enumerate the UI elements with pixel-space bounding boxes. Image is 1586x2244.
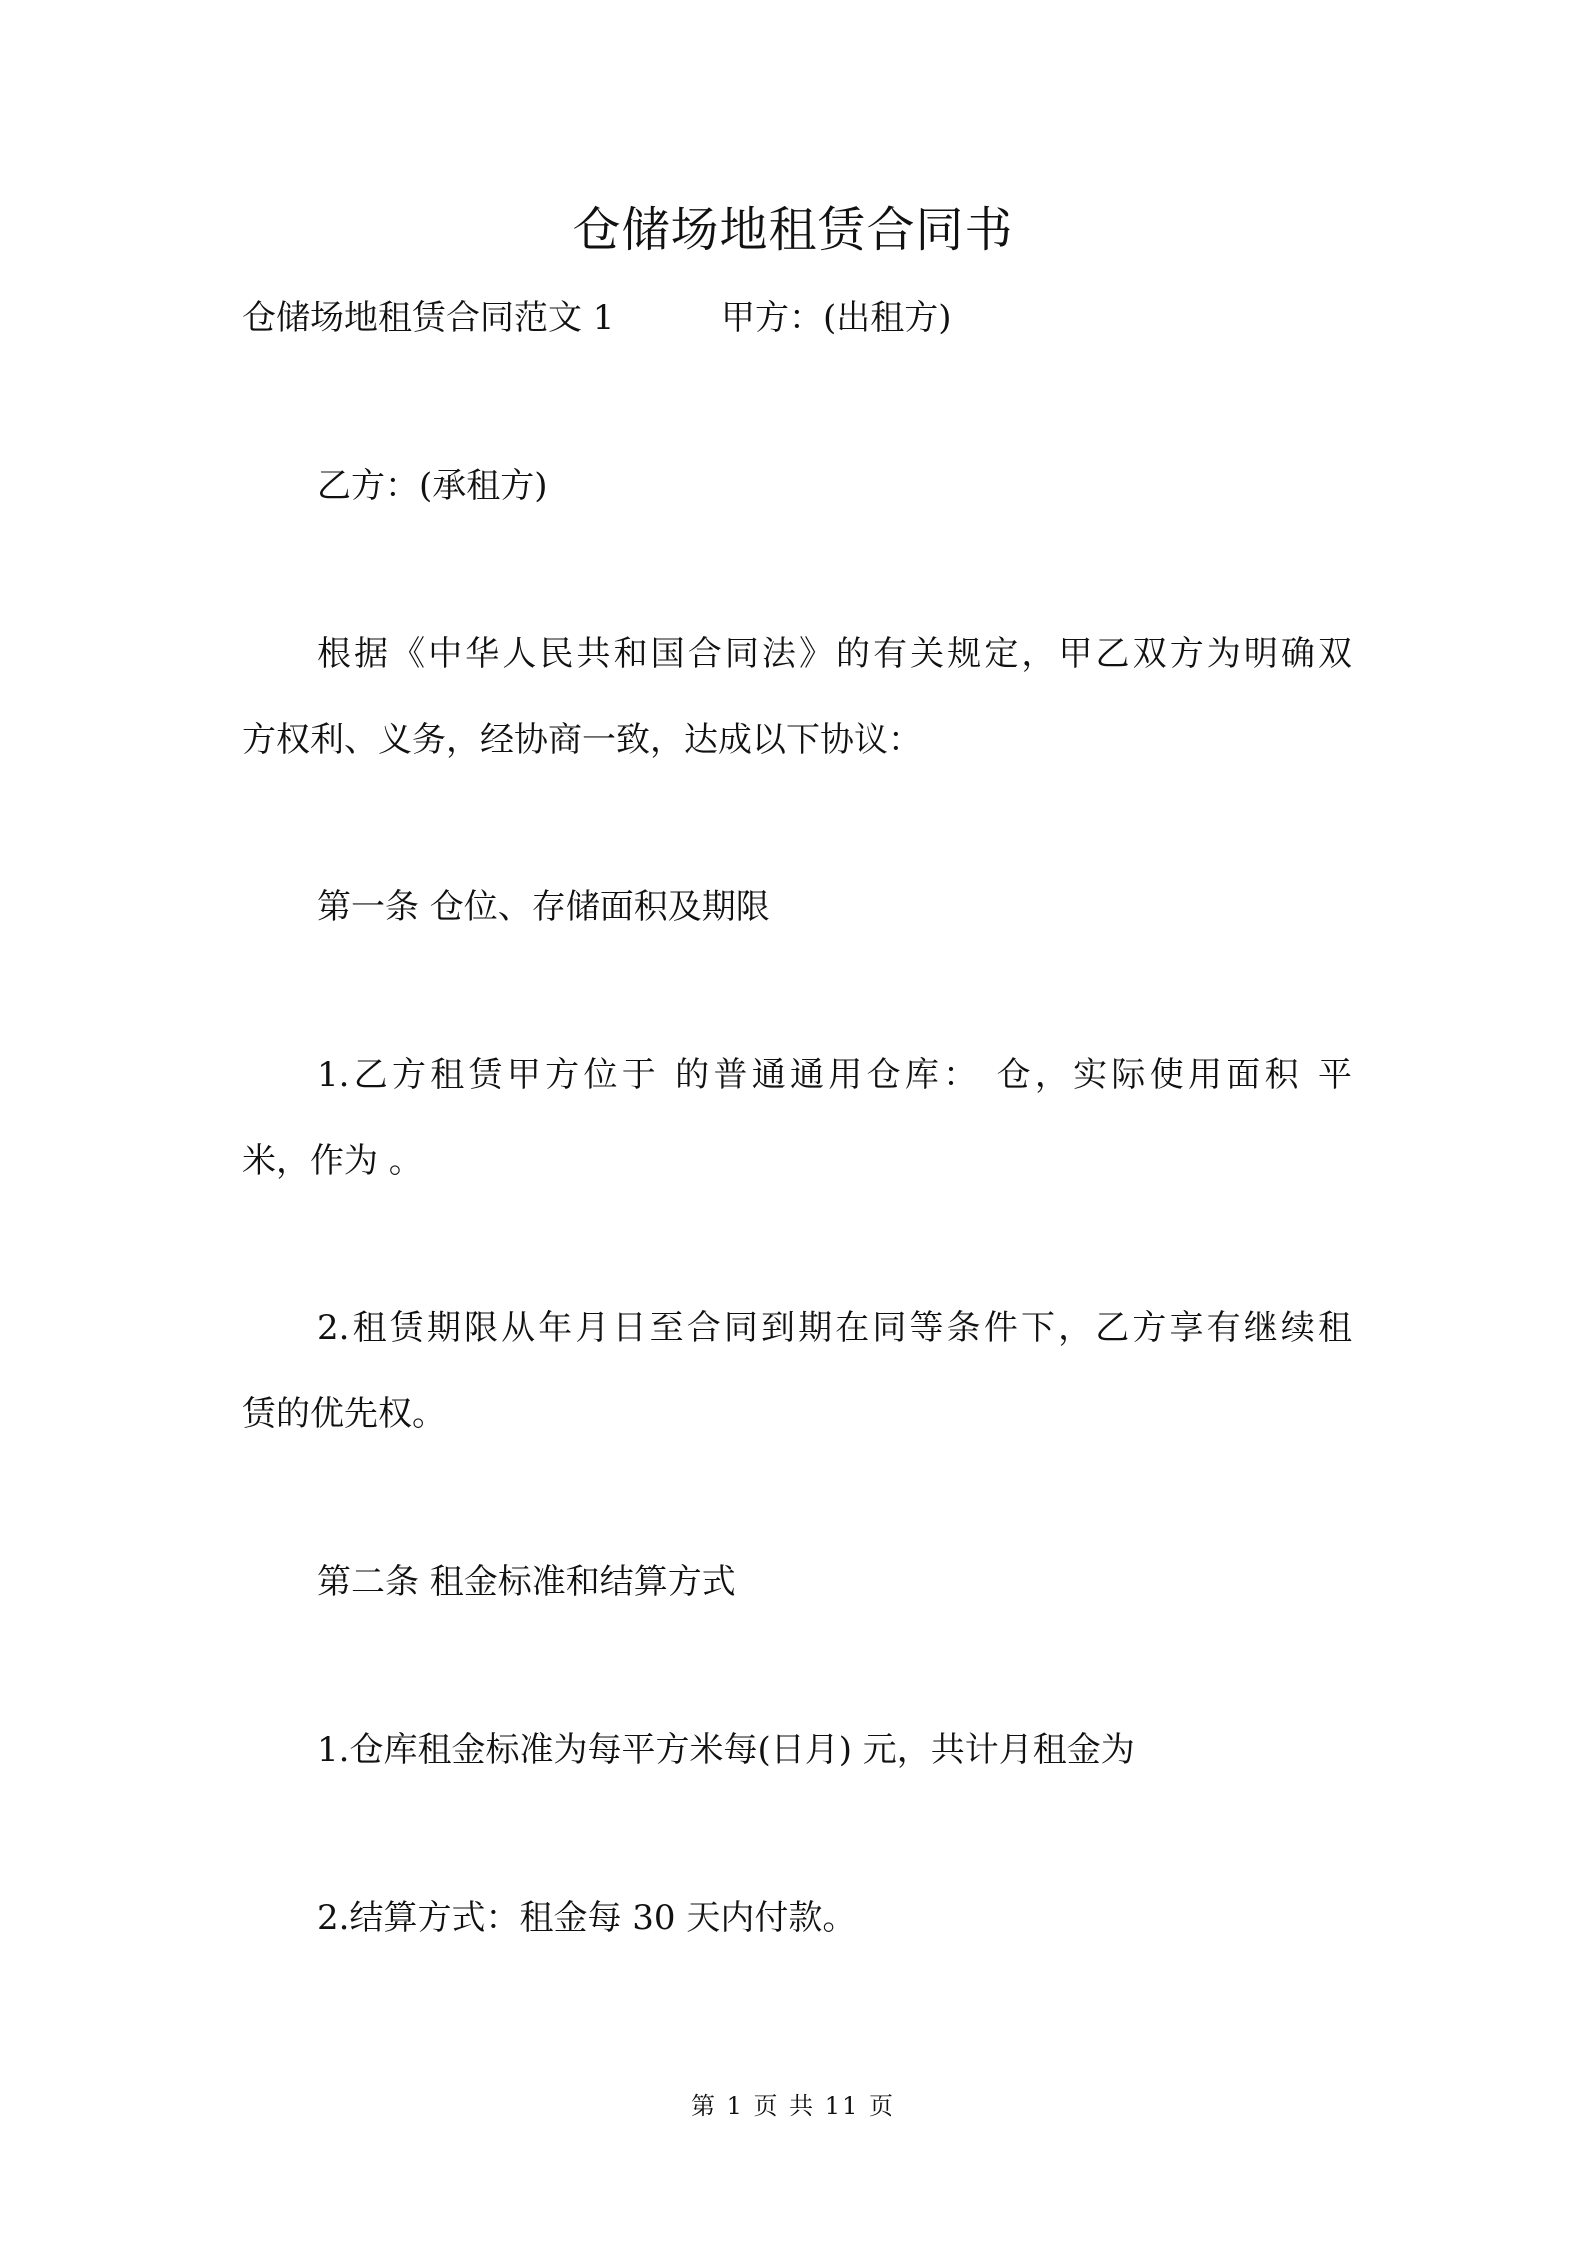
article-1-heading: 第一条 仓位、存储面积及期限 (317, 887, 770, 927)
article-1-item-2-line-1: 2.租赁期限从年月日至合同到期在同等条件下，乙方享有继续租 (317, 1308, 1352, 1348)
party-b-label: 乙方：(承租方) (317, 466, 548, 506)
contract-sample-label: 仓储场地租赁合同范文 1 (242, 298, 615, 338)
article-2-heading: 第二条 租金标准和结算方式 (317, 1562, 736, 1602)
article-2-item-2: 2.结算方式：租金每 30 天内付款。 (317, 1898, 857, 1938)
page-indicator: 第 1 页 共 11 页 (691, 2092, 895, 2120)
article-1-item-1-line-2: 米，作为 。 (242, 1141, 423, 1181)
article-1-item-2-line-2: 赁的优先权。 (242, 1394, 446, 1434)
intro-paragraph-line-2: 方权利、义务，经协商一致，达成以下协议： (242, 720, 922, 760)
article-2-item-1: 1.仓库租金标准为每平方米每(日月) 元，共计月租金为 (317, 1730, 1135, 1770)
document-title: 仓储场地租赁合同书 (572, 202, 1014, 258)
intro-paragraph-line-1: 根据《中华人民共和国合同法》的有关规定，甲乙双方为明确双 (317, 634, 1352, 674)
party-a-label: 甲方：(出租方) (721, 298, 952, 338)
article-1-item-1-line-1: 1.乙方租赁甲方位于 的普通通用仓库： 仓，实际使用面积 平 (317, 1055, 1352, 1095)
